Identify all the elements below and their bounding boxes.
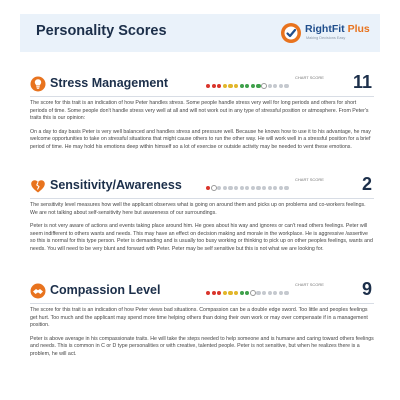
score-dot [217,291,221,295]
score-dot [279,84,283,88]
logo-name-plus: Plus [344,23,370,35]
score-dot [268,291,272,295]
score-dot [268,84,272,88]
score-dot [261,83,267,89]
section-paragraph: The score for this trait is an indication of how Peter handles stress. Some people handle stress very well for long periods and others for short periods of time. Some people don't handle stress very well at all and will not work out in any type of stressful position or atmosphere. From Peter's traits this is our opinion: [30,100,369,122]
score-dot [217,186,221,190]
section-score: 2 [361,174,372,194]
score-dot [262,291,266,295]
logo-mark-icon [280,22,302,44]
score-dot [206,291,210,295]
section-header [30,174,374,197]
score-dot [279,186,283,190]
section-paragraph: On a day to day basis Peter is very well balanced and handles stress and pressure well. Because he knows how to use it to his advantage, he may welcome opportunities to take on stressful situations that might cause others to run the other way. He will work well in a stressful position for a brief period of time. He may hold his emotions deep within himself so a lot of exercise or outside activity may be needed to vent these emotions. [30,128,371,150]
score-dot [240,84,244,88]
score-dot [256,291,260,295]
logo-name-main: RightFit [305,23,345,35]
handshake-icon [30,283,46,299]
section-score: 11 [352,72,372,92]
rightfit-logo [280,20,372,46]
score-dot [268,186,272,190]
lightbulb-icon [30,76,46,92]
score-dot [228,291,232,295]
score-dot [206,186,210,190]
score-dot [223,291,227,295]
section-score: 9 [361,279,372,299]
chart-score-label: CHART SCORE [295,75,324,80]
section-title: Compassion Level [50,283,161,297]
score-dot [223,186,227,190]
chart-score-label: CHART SCORE [295,177,324,182]
score-dot [234,84,238,88]
score-dot [211,185,217,191]
score-dot [273,186,277,190]
section-sensitivity-awareness [30,174,374,252]
score-dot [245,291,249,295]
score-dot [240,291,244,295]
section-body [30,202,374,254]
section-paragraph: Peter is not very aware of actions and events taking place around him. He goes about his way and ignores or can't read others feelings. Peter will seem indifferent to others wants and needs. This may have an effect on decision making and morale in the workplace. He is aggressive /assertive so this is normal for this type person. Peter is demanding and is usually too busy working or thinking to pick up on other peoples feelings, wants and needs. You will need to be very blunt and forward with Peter. Peter may be self sensitive but this is not what we are looking for. [30,223,373,252]
score-dot [250,290,256,296]
score-dot [279,291,283,295]
score-dot [240,186,244,190]
section-compassion-level [30,279,374,357]
section-header [30,279,374,302]
score-dot [245,186,249,190]
section-body [30,100,374,152]
score-dot [217,84,221,88]
section-paragraph: The sensitivity level measures how well the applicant observes what is going on around them and picks up on problems and co-workers feelings. We are not talking about self-sensitivity here but awareness of our surroundings. [30,202,366,216]
section-paragraph: The score for this trait is an indication of how Peter views bad situations. Compassion can be a double edge sword. Too little and peoples feelings get hurt. Too much and the applicant may spend more time helping others than doing their own work or may over compensate if in a management position. [30,307,368,329]
score-dot [284,84,288,88]
page-header [20,14,380,52]
score-dot [256,186,260,190]
section-header [30,72,374,95]
score-dot [251,186,255,190]
score-dot [251,84,255,88]
score-dot [234,186,238,190]
section-paragraph: Peter is above average in his compassionate traits. He will take the steps needed to help someone and is humane and caring toward others feelings and needs. This is common in C or D type personalities or with creative, talented people. Peter is not sensitive, but when he realizes there is a problem, he will act. [30,335,374,357]
broken-heart-icon [30,178,46,194]
score-dot [212,84,216,88]
logo-name [305,23,370,35]
chart-score-label: CHART SCORE [295,282,324,287]
score-dot [234,291,238,295]
section-stress-management [30,72,374,150]
section-title: Sensitivity/Awareness [50,178,182,192]
score-dot [273,84,277,88]
score-dot [228,84,232,88]
divider [30,96,374,97]
score-dot [245,84,249,88]
page-title: Personality Scores [36,23,167,39]
score-dot [228,186,232,190]
section-body [30,307,374,359]
score-dot [262,186,266,190]
score-dot [223,84,227,88]
score-dot [212,291,216,295]
section-title: Stress Management [50,76,169,90]
score-dot [206,84,210,88]
logo-tagline: Making Decisions Easy [306,36,346,40]
divider [30,198,374,199]
divider [30,303,374,304]
score-dot [284,186,288,190]
score-dot [256,84,260,88]
score-dot [273,291,277,295]
score-dot [284,291,288,295]
